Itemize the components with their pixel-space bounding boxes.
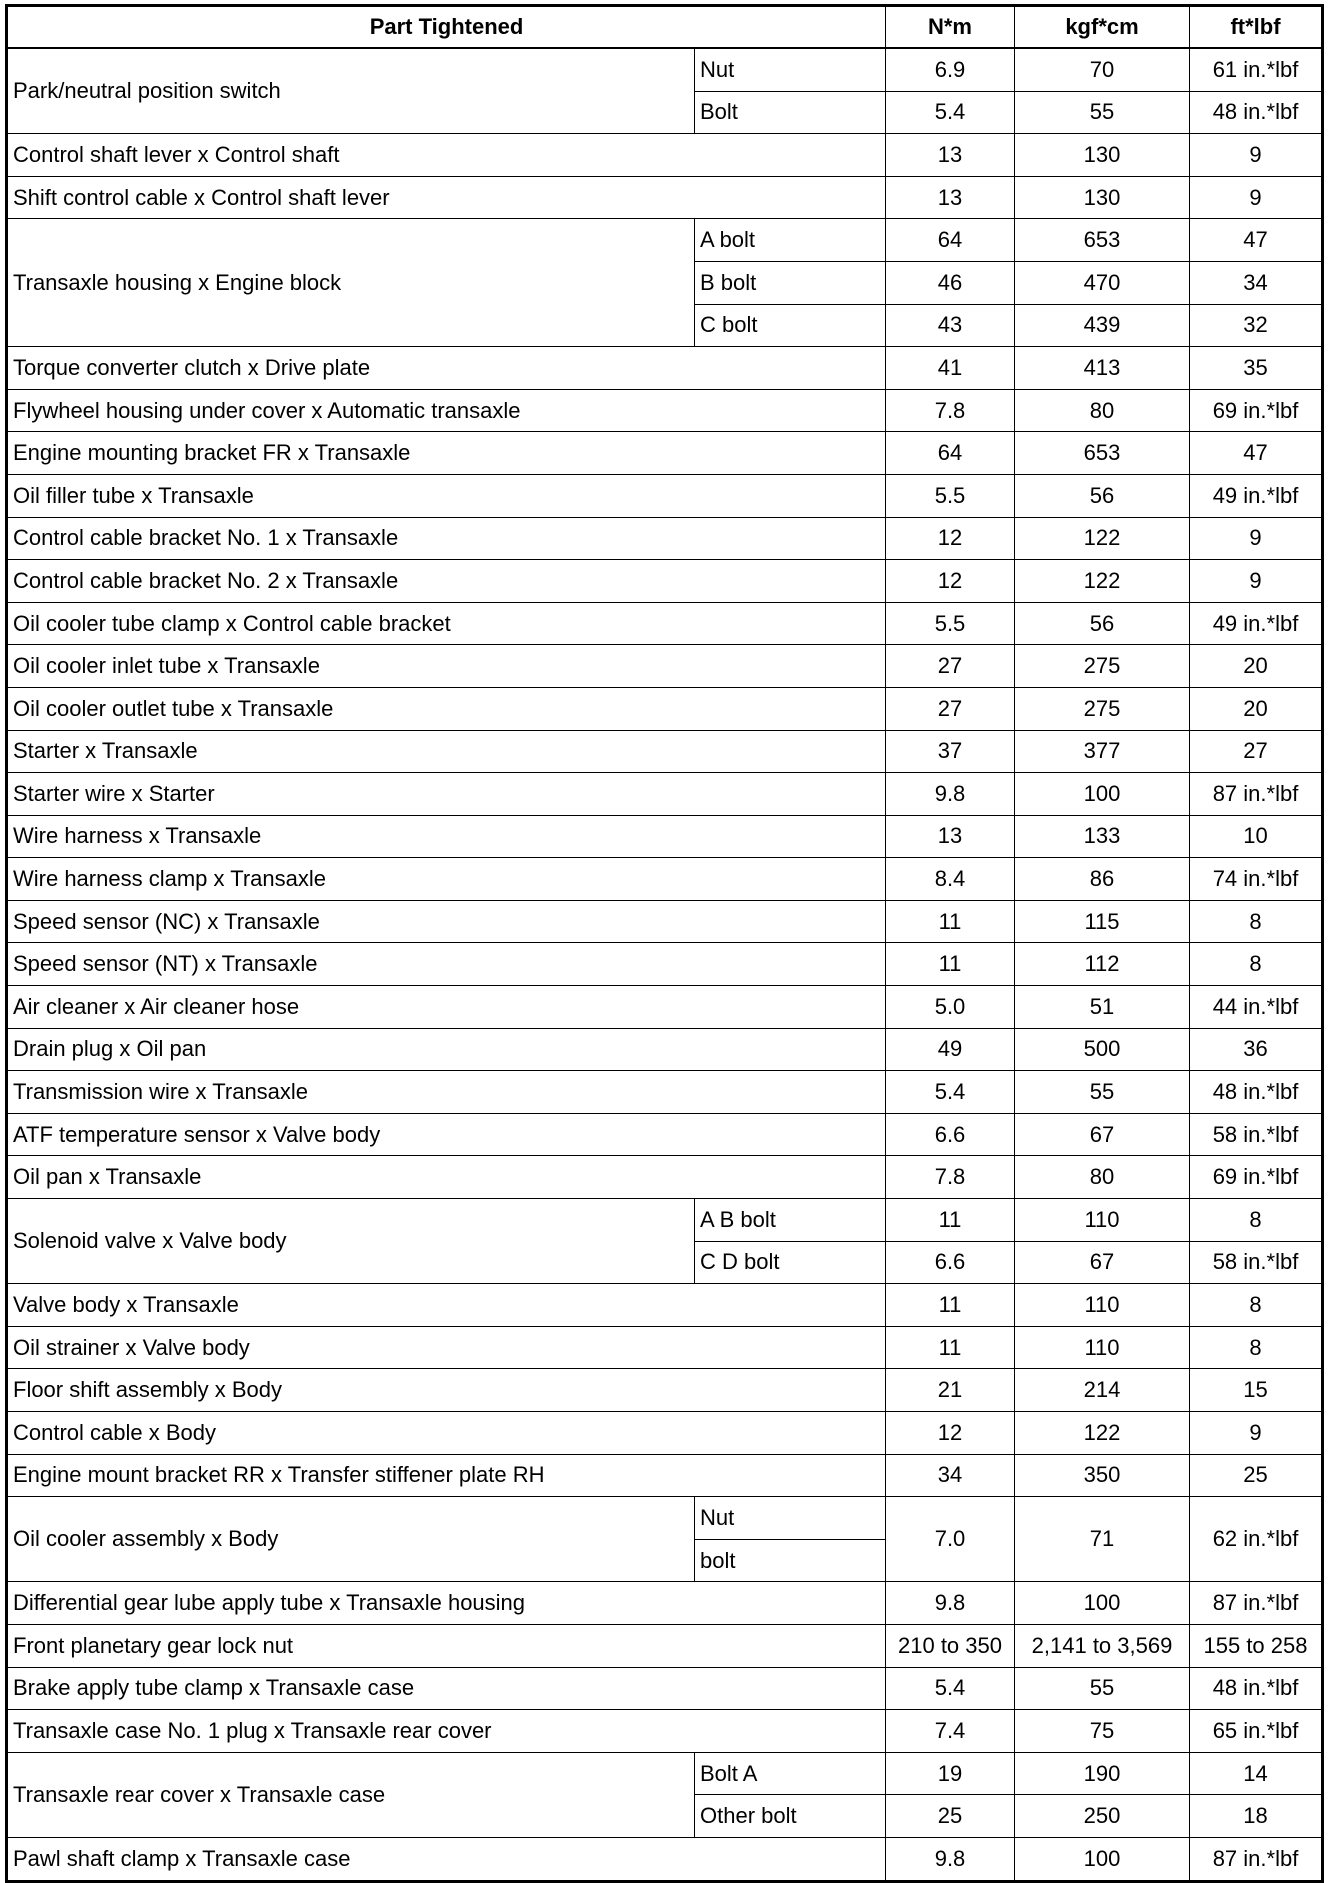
table-row — [7, 645, 1323, 688]
part-name: Pawl shaft clamp x Transaxle case — [7, 1837, 886, 1881]
table-row — [7, 1199, 1323, 1242]
table-row — [7, 1582, 1323, 1625]
torque-kgf: 350 — [1015, 1454, 1190, 1497]
torque-nm: 34 — [886, 1454, 1015, 1497]
torque-nm: 43 — [886, 304, 1015, 347]
torque-ft: 47 — [1190, 432, 1323, 475]
part-name: Starter wire x Starter — [7, 773, 886, 816]
torque-kgf: 250 — [1015, 1795, 1190, 1838]
header-part-tightened: Part Tightened — [7, 6, 886, 49]
torque-kgf: 100 — [1015, 1837, 1190, 1881]
torque-ft: 8 — [1190, 900, 1323, 943]
torque-ft: 32 — [1190, 304, 1323, 347]
part-name: Oil cooler tube clamp x Control cable bracket — [7, 602, 886, 645]
torque-kgf: 653 — [1015, 219, 1190, 262]
torque-ft: 9 — [1190, 134, 1323, 177]
table-row — [7, 773, 1323, 816]
torque-kgf: 80 — [1015, 389, 1190, 432]
torque-nm: 41 — [886, 347, 1015, 390]
torque-nm: 21 — [886, 1369, 1015, 1412]
fastener-type: bolt — [695, 1539, 886, 1582]
fastener-type: C D bolt — [695, 1241, 886, 1284]
torque-kgf: 67 — [1015, 1113, 1190, 1156]
torque-nm: 19 — [886, 1752, 1015, 1795]
torque-nm: 11 — [886, 943, 1015, 986]
torque-ft: 69 in.*lbf — [1190, 1156, 1323, 1199]
table-row — [7, 176, 1323, 219]
part-name: Valve body x Transaxle — [7, 1284, 886, 1327]
torque-ft: 87 in.*lbf — [1190, 1837, 1323, 1881]
part-name: Speed sensor (NT) x Transaxle — [7, 943, 886, 986]
table-row — [7, 730, 1323, 773]
torque-ft: 20 — [1190, 687, 1323, 730]
torque-ft: 15 — [1190, 1369, 1323, 1412]
header-kgf-cm: kgf*cm — [1015, 6, 1190, 49]
torque-nm: 46 — [886, 261, 1015, 304]
torque-kgf: 377 — [1015, 730, 1190, 773]
torque-kgf: 214 — [1015, 1369, 1190, 1412]
torque-kgf: 275 — [1015, 687, 1190, 730]
torque-ft: 74 in.*lbf — [1190, 858, 1323, 901]
torque-nm: 7.8 — [886, 389, 1015, 432]
torque-nm: 64 — [886, 219, 1015, 262]
torque-nm: 9.8 — [886, 1582, 1015, 1625]
fastener-type: B bolt — [695, 261, 886, 304]
fastener-type: Other bolt — [695, 1795, 886, 1838]
torque-kgf: 110 — [1015, 1199, 1190, 1242]
torque-nm: 12 — [886, 517, 1015, 560]
torque-nm: 210 to 350 — [886, 1624, 1015, 1667]
torque-kgf: 86 — [1015, 858, 1190, 901]
part-name: Transaxle case No. 1 plug x Transaxle rear cover — [7, 1710, 886, 1753]
table-row — [7, 48, 1323, 91]
fastener-type: Bolt A — [695, 1752, 886, 1795]
torque-nm: 11 — [886, 900, 1015, 943]
part-name: Control cable bracket No. 1 x Transaxle — [7, 517, 886, 560]
torque-ft: 9 — [1190, 1412, 1323, 1455]
torque-kgf: 190 — [1015, 1752, 1190, 1795]
torque-ft: 87 in.*lbf — [1190, 773, 1323, 816]
torque-ft: 58 in.*lbf — [1190, 1241, 1323, 1284]
torque-nm: 8.4 — [886, 858, 1015, 901]
torque-kgf: 70 — [1015, 48, 1190, 91]
torque-nm: 11 — [886, 1284, 1015, 1327]
torque-kgf: 130 — [1015, 176, 1190, 219]
torque-ft: 48 in.*lbf — [1190, 1667, 1323, 1710]
fastener-type: Nut — [695, 1497, 886, 1540]
part-name: Floor shift assembly x Body — [7, 1369, 886, 1412]
part-name: Transmission wire x Transaxle — [7, 1071, 886, 1114]
part-name: Engine mounting bracket FR x Transaxle — [7, 432, 886, 475]
torque-nm: 64 — [886, 432, 1015, 475]
torque-kgf: 75 — [1015, 1710, 1190, 1753]
torque-ft: 47 — [1190, 219, 1323, 262]
torque-nm: 5.5 — [886, 602, 1015, 645]
torque-nm: 12 — [886, 1412, 1015, 1455]
part-name: Front planetary gear lock nut — [7, 1624, 886, 1667]
torque-ft: 62 in.*lbf — [1190, 1497, 1323, 1582]
torque-ft: 8 — [1190, 1199, 1323, 1242]
part-name: Starter x Transaxle — [7, 730, 886, 773]
table-row — [7, 1412, 1323, 1455]
torque-kgf: 67 — [1015, 1241, 1190, 1284]
torque-kgf: 110 — [1015, 1284, 1190, 1327]
table-row — [7, 1667, 1323, 1710]
torque-kgf: 653 — [1015, 432, 1190, 475]
torque-kgf: 2,141 to 3,569 — [1015, 1624, 1190, 1667]
torque-kgf: 439 — [1015, 304, 1190, 347]
part-name: Control cable bracket No. 2 x Transaxle — [7, 560, 886, 603]
header-nm: N*m — [886, 6, 1015, 49]
torque-spec-table — [5, 4, 1324, 1883]
torque-kgf: 56 — [1015, 602, 1190, 645]
part-name: Oil strainer x Valve body — [7, 1326, 886, 1369]
table-row — [7, 1113, 1323, 1156]
torque-nm: 13 — [886, 176, 1015, 219]
torque-nm: 6.6 — [886, 1113, 1015, 1156]
table-row — [7, 1284, 1323, 1327]
torque-kgf: 112 — [1015, 943, 1190, 986]
torque-ft: 155 to 258 — [1190, 1624, 1323, 1667]
torque-ft: 9 — [1190, 560, 1323, 603]
table-row — [7, 986, 1323, 1029]
torque-kgf: 110 — [1015, 1326, 1190, 1369]
torque-ft: 65 in.*lbf — [1190, 1710, 1323, 1753]
table-row — [7, 900, 1323, 943]
table-row — [7, 474, 1323, 517]
torque-kgf: 55 — [1015, 1071, 1190, 1114]
torque-nm: 5.4 — [886, 1667, 1015, 1710]
torque-nm: 7.4 — [886, 1710, 1015, 1753]
part-name: Oil cooler outlet tube x Transaxle — [7, 687, 886, 730]
torque-ft: 36 — [1190, 1028, 1323, 1071]
fastener-type: C bolt — [695, 304, 886, 347]
torque-ft: 10 — [1190, 815, 1323, 858]
part-name: Brake apply tube clamp x Transaxle case — [7, 1667, 886, 1710]
table-row — [7, 687, 1323, 730]
part-name: Drain plug x Oil pan — [7, 1028, 886, 1071]
torque-nm: 11 — [886, 1199, 1015, 1242]
torque-ft: 27 — [1190, 730, 1323, 773]
torque-nm: 5.0 — [886, 986, 1015, 1029]
table-header-row — [7, 6, 1323, 49]
fastener-type: Nut — [695, 48, 886, 91]
torque-nm: 7.0 — [886, 1497, 1015, 1582]
table-row — [7, 560, 1323, 603]
fastener-type: A bolt — [695, 219, 886, 262]
part-name: Differential gear lube apply tube x Transaxle housing — [7, 1582, 886, 1625]
table-row — [7, 1497, 1323, 1540]
part-name: Oil filler tube x Transaxle — [7, 474, 886, 517]
torque-nm: 7.8 — [886, 1156, 1015, 1199]
torque-nm: 49 — [886, 1028, 1015, 1071]
torque-ft: 49 in.*lbf — [1190, 474, 1323, 517]
torque-kgf: 122 — [1015, 560, 1190, 603]
torque-ft: 34 — [1190, 261, 1323, 304]
torque-ft: 61 in.*lbf — [1190, 48, 1323, 91]
torque-kgf: 275 — [1015, 645, 1190, 688]
part-name: Control shaft lever x Control shaft — [7, 134, 886, 177]
torque-nm: 9.8 — [886, 773, 1015, 816]
table-row — [7, 517, 1323, 560]
torque-ft: 25 — [1190, 1454, 1323, 1497]
torque-kgf: 133 — [1015, 815, 1190, 858]
torque-ft: 8 — [1190, 1326, 1323, 1369]
part-name: Shift control cable x Control shaft lever — [7, 176, 886, 219]
part-name: Control cable x Body — [7, 1412, 886, 1455]
torque-ft: 48 in.*lbf — [1190, 1071, 1323, 1114]
table-row — [7, 858, 1323, 901]
part-name: Solenoid valve x Valve body — [7, 1199, 695, 1284]
fastener-type: Bolt — [695, 91, 886, 134]
torque-nm: 5.5 — [886, 474, 1015, 517]
part-name: Oil pan x Transaxle — [7, 1156, 886, 1199]
table-row — [7, 219, 1323, 262]
table-row — [7, 602, 1323, 645]
torque-ft: 48 in.*lbf — [1190, 91, 1323, 134]
part-name: Engine mount bracket RR x Transfer stiffener plate RH — [7, 1454, 886, 1497]
torque-ft: 87 in.*lbf — [1190, 1582, 1323, 1625]
part-name: Torque converter clutch x Drive plate — [7, 347, 886, 390]
torque-nm: 27 — [886, 645, 1015, 688]
table-row — [7, 815, 1323, 858]
table-row — [7, 1837, 1323, 1881]
torque-nm: 27 — [886, 687, 1015, 730]
torque-nm: 5.4 — [886, 1071, 1015, 1114]
torque-kgf: 80 — [1015, 1156, 1190, 1199]
torque-kgf: 470 — [1015, 261, 1190, 304]
torque-ft: 14 — [1190, 1752, 1323, 1795]
table-row — [7, 1752, 1323, 1795]
torque-kgf: 55 — [1015, 91, 1190, 134]
torque-ft: 44 in.*lbf — [1190, 986, 1323, 1029]
torque-ft: 35 — [1190, 347, 1323, 390]
torque-nm: 6.9 — [886, 48, 1015, 91]
table-row — [7, 1028, 1323, 1071]
torque-ft: 9 — [1190, 517, 1323, 560]
table-row — [7, 943, 1323, 986]
table-row — [7, 1369, 1323, 1412]
table-row — [7, 1624, 1323, 1667]
torque-kgf: 71 — [1015, 1497, 1190, 1582]
table-row — [7, 1710, 1323, 1753]
torque-ft: 20 — [1190, 645, 1323, 688]
torque-ft: 8 — [1190, 943, 1323, 986]
table-row — [7, 1071, 1323, 1114]
table-row — [7, 134, 1323, 177]
table-row — [7, 1326, 1323, 1369]
torque-ft: 49 in.*lbf — [1190, 602, 1323, 645]
torque-nm: 12 — [886, 560, 1015, 603]
torque-nm: 11 — [886, 1326, 1015, 1369]
part-name: Oil cooler inlet tube x Transaxle — [7, 645, 886, 688]
part-name: Wire harness clamp x Transaxle — [7, 858, 886, 901]
table-row — [7, 432, 1323, 475]
torque-kgf: 115 — [1015, 900, 1190, 943]
part-name: Wire harness x Transaxle — [7, 815, 886, 858]
table-row — [7, 1156, 1323, 1199]
torque-kgf: 100 — [1015, 773, 1190, 816]
torque-kgf: 100 — [1015, 1582, 1190, 1625]
torque-kgf: 55 — [1015, 1667, 1190, 1710]
torque-nm: 6.6 — [886, 1241, 1015, 1284]
torque-nm: 5.4 — [886, 91, 1015, 134]
torque-nm: 9.8 — [886, 1837, 1015, 1881]
torque-ft: 8 — [1190, 1284, 1323, 1327]
part-name: Oil cooler assembly x Body — [7, 1497, 695, 1582]
torque-kgf: 56 — [1015, 474, 1190, 517]
part-name: Park/neutral position switch — [7, 48, 695, 134]
part-name: Flywheel housing under cover x Automatic transaxle — [7, 389, 886, 432]
torque-kgf: 500 — [1015, 1028, 1190, 1071]
torque-ft: 9 — [1190, 176, 1323, 219]
header-ft-lbf: ft*lbf — [1190, 6, 1323, 49]
table-row — [7, 347, 1323, 390]
table-body — [7, 48, 1323, 1881]
torque-nm: 25 — [886, 1795, 1015, 1838]
table-row — [7, 389, 1323, 432]
torque-kgf: 130 — [1015, 134, 1190, 177]
fastener-type: A B bolt — [695, 1199, 886, 1242]
part-name: ATF temperature sensor x Valve body — [7, 1113, 886, 1156]
torque-kgf: 122 — [1015, 517, 1190, 560]
part-name: Transaxle housing x Engine block — [7, 219, 695, 347]
part-name: Speed sensor (NC) x Transaxle — [7, 900, 886, 943]
torque-nm: 37 — [886, 730, 1015, 773]
torque-kgf: 51 — [1015, 986, 1190, 1029]
part-name: Air cleaner x Air cleaner hose — [7, 986, 886, 1029]
torque-kgf: 413 — [1015, 347, 1190, 390]
table-row — [7, 1454, 1323, 1497]
torque-nm: 13 — [886, 815, 1015, 858]
torque-nm: 13 — [886, 134, 1015, 177]
torque-ft: 69 in.*lbf — [1190, 389, 1323, 432]
torque-ft: 58 in.*lbf — [1190, 1113, 1323, 1156]
torque-kgf: 122 — [1015, 1412, 1190, 1455]
part-name: Transaxle rear cover x Transaxle case — [7, 1752, 695, 1837]
torque-ft: 18 — [1190, 1795, 1323, 1838]
